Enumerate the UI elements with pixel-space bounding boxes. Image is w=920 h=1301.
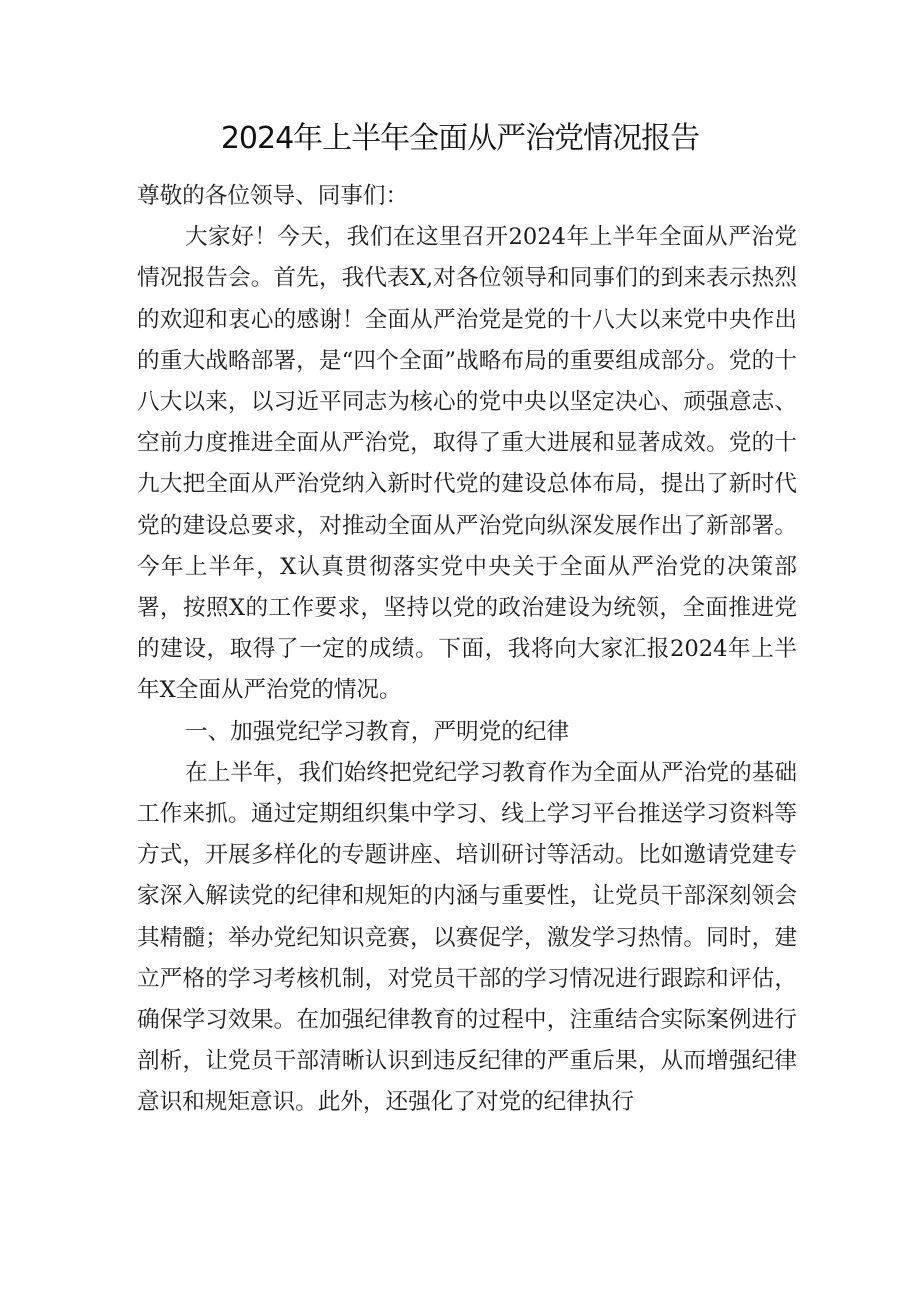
- section-paragraph: 在上半年，我们始终把党纪学习教育作为全面从严治党的基础工作来抓。通过定期组织集中学习、线上学习平台推送学习资料等方式，开展多样化的专题讲座、培训研讨等活动。比如邀请党建专家深入解读党的纪律和规矩的内涵与重要性，让党员干部深刻领会其精髓；举办党纪知识竞赛，以赛促学，激发学习热情。同时，建立严格的学习考核机制，对党员干部的学习情况进行跟踪和评估，确保学习效果。在加强纪律教育的过程中，注重结合实际案例进行剖析，让党员干部清晰认识到违反纪律的严重后果，从而增强纪律意识和规矩意识。此外，还强化了对党的纪律执行: [137, 759, 797, 1116]
- salutation: 尊敬的各位领导、同事们：: [137, 183, 409, 209]
- opening-paragraph: 大家好！今天，我们在这里召开2024年上半年全面从严治党情况报告会。首先，我代表X,对各位领导和同事们的到来表示热烈的欢迎和衷心的感谢！全面从严治党是党的十八大以来党中央作出的重大战略部署，是“四个全面”战略布局的重要组成部分。党的十八大以来，以习近平同志为核心的党中央以坚定决心、顽强意志、空前力度推进全面从严治党，取得了重大进展和显著成效。党的十九大把全面从严治党纳入新时代党的建设总体布局，提出了新时代党的建设总要求，对推动全面从严治党向纵深发展作出了新部署。今年上半年，X认真贯彻落实党中央关于全面从严治党的决策部署，按照X的工作要求，坚持以党的政治建设为统领，全面推进党的建设，取得了一定的成绩。下面，我将向大家汇报2024年上半年X全面从严治党的情况。: [137, 224, 797, 704]
- document-title: 2024年上半年全面从严治党情况报告: [220, 121, 700, 156]
- document-body: [137, 176, 797, 1124]
- section-heading: 一、加强党纪学习教育，严明党的纪律: [185, 718, 570, 745]
